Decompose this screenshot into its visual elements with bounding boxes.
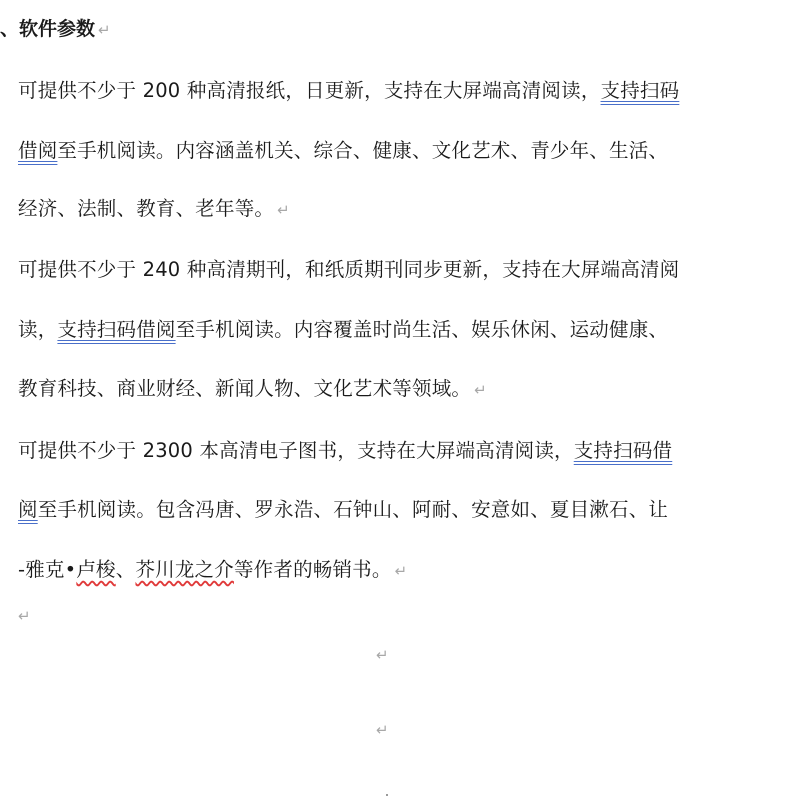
paragraph-1-line-2: 借阅至手机阅读。内容涵盖机关、综合、健康、文化艺术、青少年、生活、 — [18, 139, 669, 162]
paragraph-1-line-1: 可提供不少于 200 种高清报纸，日更新，支持在大屏端高清阅读，支持扫码 — [18, 79, 680, 102]
scan-borrow-link[interactable]: 阅 — [18, 498, 38, 521]
spelling-flag: 芥川龙之介 — [135, 558, 234, 581]
paragraph-1-line-3: 经济、法制、教育、老年等。 ↵ — [18, 197, 290, 220]
paragraph-2-line-3: 教育科技、商业财经、新闻人物、文化艺术等领域。 ↵ — [18, 377, 487, 400]
paragraph-mark-icon: ↵ — [277, 201, 290, 219]
scan-borrow-link[interactable]: 借阅 — [18, 139, 58, 162]
scan-borrow-link[interactable]: 支持扫码借阅 — [57, 318, 176, 341]
spelling-flag: 卢梭 — [76, 558, 116, 581]
cursor-dot — [386, 794, 388, 796]
scan-borrow-link[interactable]: 支持扫码借 — [573, 439, 673, 462]
paragraph-mark-icon: ↵ — [18, 607, 31, 625]
paragraph-mark-icon: ↵ — [376, 721, 389, 739]
paragraph-mark-icon: ↵ — [394, 562, 408, 580]
paragraph-2-line-2: 读，支持扫码借阅至手机阅读。内容覆盖时尚生活、娱乐休闲、运动健康、 — [18, 318, 669, 341]
paragraph-mark-icon: ↵ — [474, 381, 487, 399]
paragraph-3-line-1: 可提供不少于 2300 本高清电子图书，支持在大屏端高清阅读，支持扫码借 — [18, 439, 673, 462]
paragraph-3-line-2: 阅至手机阅读。包含冯唐、罗永浩、石钟山、阿耐、安意如、夏目漱石、让 — [18, 498, 669, 521]
scan-borrow-link[interactable]: 支持扫码 — [600, 79, 680, 102]
paragraph-2-line-1: 可提供不少于 240 种高清期刊，和纸质期刊同步更新，支持在大屏端高清阅 — [18, 258, 680, 281]
section-heading: 、软件参数 ↵ — [0, 18, 111, 40]
paragraph-mark-icon: ↵ — [98, 21, 111, 39]
paragraph-3-line-3: -雅克•卢梭、芥川龙之介等作者的畅销书。 ↵ — [18, 558, 408, 581]
paragraph-mark-icon: ↵ — [376, 646, 389, 664]
